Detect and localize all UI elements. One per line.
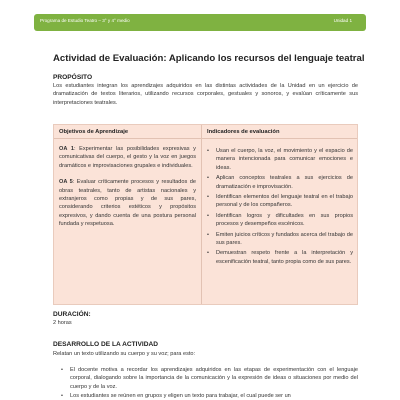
objective-code: OA 5: [59, 179, 73, 186]
objective-text: : Evaluar críticamente procesos y resultados de obras teatrales, tanto de artistas nacionales y extranjeros como propias y de sus pares, considerando criterios estéticos y propósitos expresivos, y dando cuenta de una postura personal fundada y respetuosa.: [59, 179, 196, 228]
indicator-text: Aplican conceptos teatrales a sus ejercicios de dramatización e improvisación.: [216, 175, 353, 190]
activity-list: [61, 366, 358, 400]
program-label: Programa de Estudio Teatro – 3° y 4° medio: [40, 18, 130, 23]
duracion-value: 2 horas: [53, 320, 72, 326]
indicator-item: [207, 174, 353, 191]
indicators-column-header: Indicadores de evaluación: [207, 129, 280, 135]
bullet-icon: •: [207, 231, 209, 238]
objectives-table: [53, 124, 358, 305]
objectives-column: [59, 145, 196, 237]
indicator-text: Emiten juicios críticos y fundados acerca del trabajo de sus pares.: [216, 231, 353, 247]
bullet-icon: •: [207, 175, 209, 182]
duracion-heading: DURACIÓN:: [53, 311, 91, 318]
objective-item: [59, 145, 196, 170]
proposito-text: Los estudiantes integran los aprendizajes adquiridos en las distintas actividades de la Unidad en un ejercicio de dramatización de textos literarios, utilizando recursos corporales, gestuales y sonoros, y evalúan críticamente sus interpretaciones teatrales.: [53, 83, 358, 106]
indicator-item: [207, 193, 353, 210]
bullet-icon: •: [207, 194, 209, 201]
bullet-icon: •: [207, 148, 209, 154]
header-bar: [34, 14, 366, 31]
bullet-icon: •: [61, 367, 63, 373]
indicator-text: Demuestran respeto frente a la interpretación y escenificación teatral, tanto propia como de sus pares.: [216, 250, 353, 265]
table-header-divider: [54, 138, 357, 139]
indicators-column: [207, 147, 353, 268]
indicator-item: [207, 212, 353, 229]
indicator-item: [207, 147, 353, 172]
bullet-icon: •: [61, 393, 63, 400]
indicator-text: Usan el cuerpo, la voz, el movimiento y el espacio de manera intencionada para comunicar emociones e ideas.: [216, 148, 353, 171]
objective-code: OA 1: [59, 146, 74, 152]
indicator-item: [207, 249, 353, 266]
objective-text: : Experimentar las posibilidades expresivas y comunicativas del cuerpo, el gesto y la voz en juegos dramáticos e improvisaciones grupales e individuales.: [59, 146, 196, 169]
list-item: [61, 392, 358, 400]
page-title: Actividad de Evaluación: Aplicando los recursos del lenguaje teatral: [53, 53, 365, 64]
indicator-text: Identifican logros y dificultades en sus propios procesos y desempeños escénicos.: [216, 212, 353, 228]
bullet-icon: •: [207, 212, 209, 219]
objectives-column-header: Objetivos de Aprendizaje: [59, 129, 129, 135]
objective-item: [59, 178, 196, 228]
proposito-heading: PROPÓSITO: [53, 74, 93, 81]
table-column-divider: [201, 125, 202, 304]
desarrollo-intro: Relatan un texto utilizando su cuerpo y su voz; para esto:: [53, 351, 196, 357]
indicator-text: Identifican elementos del lenguaje teatral en el trabajo personal y de los compañeros.: [216, 194, 353, 209]
bullet-icon: •: [207, 250, 209, 257]
desarrollo-heading: DESARROLLO DE LA ACTIVIDAD: [53, 341, 159, 348]
indicator-item: [207, 231, 353, 248]
activity-text: El docente motiva a recordar los aprendizajes adquiridos en las etapas de experimentación con el lenguaje corporal, dialogando sobre la importancia de la comunicación y la expresión de ideas o situaciones por medio del cuerpo y de la voz.: [70, 367, 358, 390]
activity-text: Los estudiantes se reúnen en grupos y eligen un texto para trabajar, el cual puede ser un: [70, 393, 291, 400]
list-item: [61, 366, 358, 391]
unit-label: Unidad 1: [333, 18, 352, 23]
